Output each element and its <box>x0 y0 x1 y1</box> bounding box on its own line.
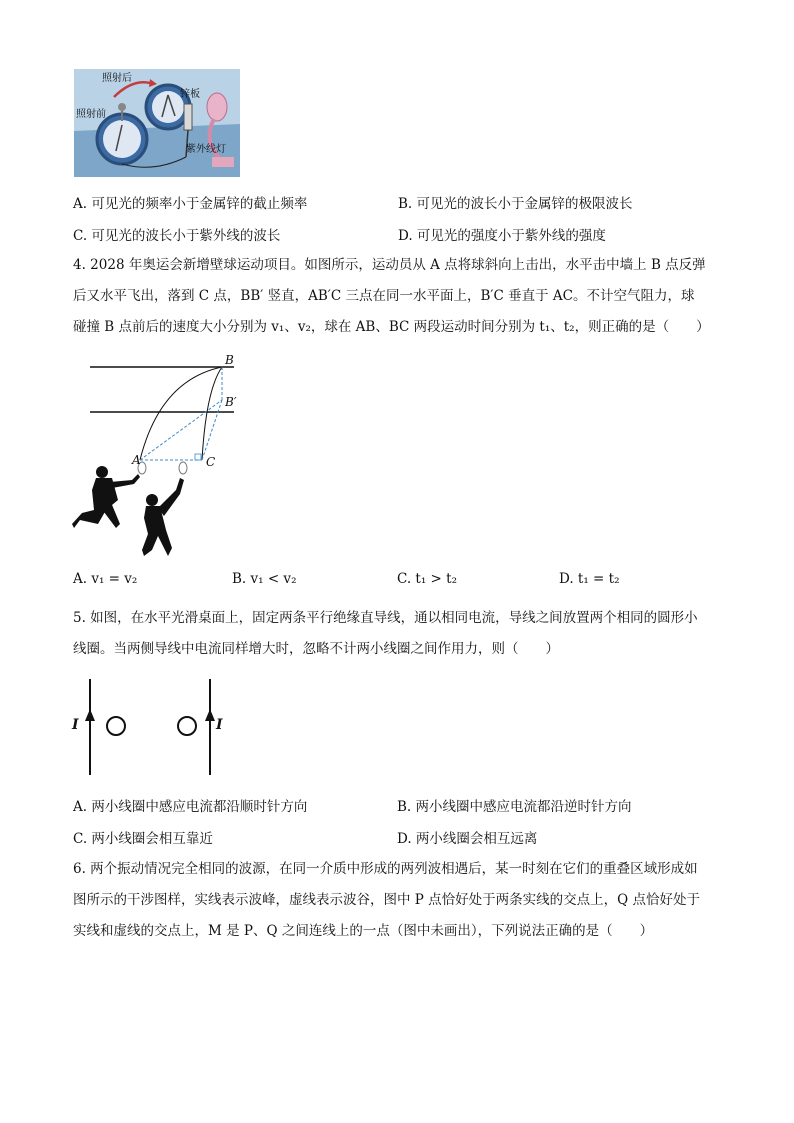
label-B-prime: B′ <box>225 395 237 409</box>
q5-option-c[interactable]: C. 两小线圈会相互靠近 <box>73 831 213 847</box>
label-before: 照射前 <box>76 109 106 120</box>
q6-line-3: 实线和虚线的交点上，M 是 P、Q 之间连线上的一点（图中未画出），下列说法正确的是（ ） <box>73 923 654 939</box>
q4-option-c[interactable]: C. t₁ > t₂ <box>397 571 457 587</box>
q3-option-b[interactable]: B. 可见光的波长小于金属锌的极限波长 <box>398 196 633 212</box>
label-I-right: I <box>216 717 223 733</box>
label-plate: 锌板 <box>180 89 200 100</box>
q3-option-d[interactable]: D. 可见光的强度小于紫外线的强度 <box>398 228 606 244</box>
q6-line-1: 6. 两个振动情况完全相同的波源，在同一介质中形成的两列波相遇后，某一时刻在它们的重叠区域形成如 <box>73 861 698 877</box>
q5-option-b[interactable]: B. 两小线圈中感应电流都沿逆时针方向 <box>397 799 632 815</box>
label-C: C <box>206 455 216 469</box>
label-lamp: 紫外线灯 <box>186 144 226 155</box>
squash-figure <box>72 350 247 560</box>
wires-coils-figure <box>72 675 232 777</box>
q4-line-3: 碰撞 B 点前后的速度大小分别为 v₁、v₂，球在 AB、BC 两段运动时间分别为 t₁、t₂，则正确的是（ ） <box>73 319 710 335</box>
q5-option-d[interactable]: D. 两小线圈会相互远离 <box>397 831 538 847</box>
q4-option-b[interactable]: B. v₁ < v₂ <box>232 571 297 587</box>
q4-stem <box>73 250 721 343</box>
q5-line-1: 5. 如图，在水平光滑桌面上，固定两条平行绝缘直导线，通以相同电流，导线之间放置两个相同的圆形小 <box>73 610 698 626</box>
photoelectric-figure <box>74 69 240 177</box>
q6-line-2: 图所示的干涉图样，实线表示波峰，虚线表示波谷，图中 P 点恰好处于两条实线的交点上，Q 点恰好处于 <box>73 892 701 908</box>
q4-option-d[interactable]: D. t₁ = t₂ <box>559 571 620 587</box>
q4-line-1: 4. 2028 年奥运会新增壁球运动项目。如图所示，运动员从 A 点将球斜向上击出，水平击中墙上 B 点反弹 <box>73 257 706 273</box>
q5-stem <box>73 603 721 665</box>
q5-line-2: 线圈。当两侧导线中电流同样增大时，忽略不计两小线圈之间作用力，则（ ） <box>73 641 559 657</box>
q6-stem <box>73 854 721 947</box>
label-A: A <box>132 453 141 467</box>
q3-option-a[interactable]: A. 可见光的频率小于金属锌的截止频率 <box>73 196 308 212</box>
label-I-left: I <box>72 717 79 733</box>
q3-option-c[interactable]: C. 可见光的波长小于紫外线的波长 <box>73 228 281 244</box>
q5-option-a[interactable]: A. 两小线圈中感应电流都沿顺时针方向 <box>73 799 308 815</box>
label-after: 照射后 <box>102 73 132 84</box>
q4-line-2: 后又水平飞出，落到 C 点，BB′ 竖直，AB′C 三点在同一水平面上，B′C 垂直于 AC。不计空气阻力，球 <box>73 288 695 304</box>
q4-option-a[interactable]: A. v₁ = v₂ <box>73 571 138 587</box>
label-B: B <box>225 353 234 367</box>
